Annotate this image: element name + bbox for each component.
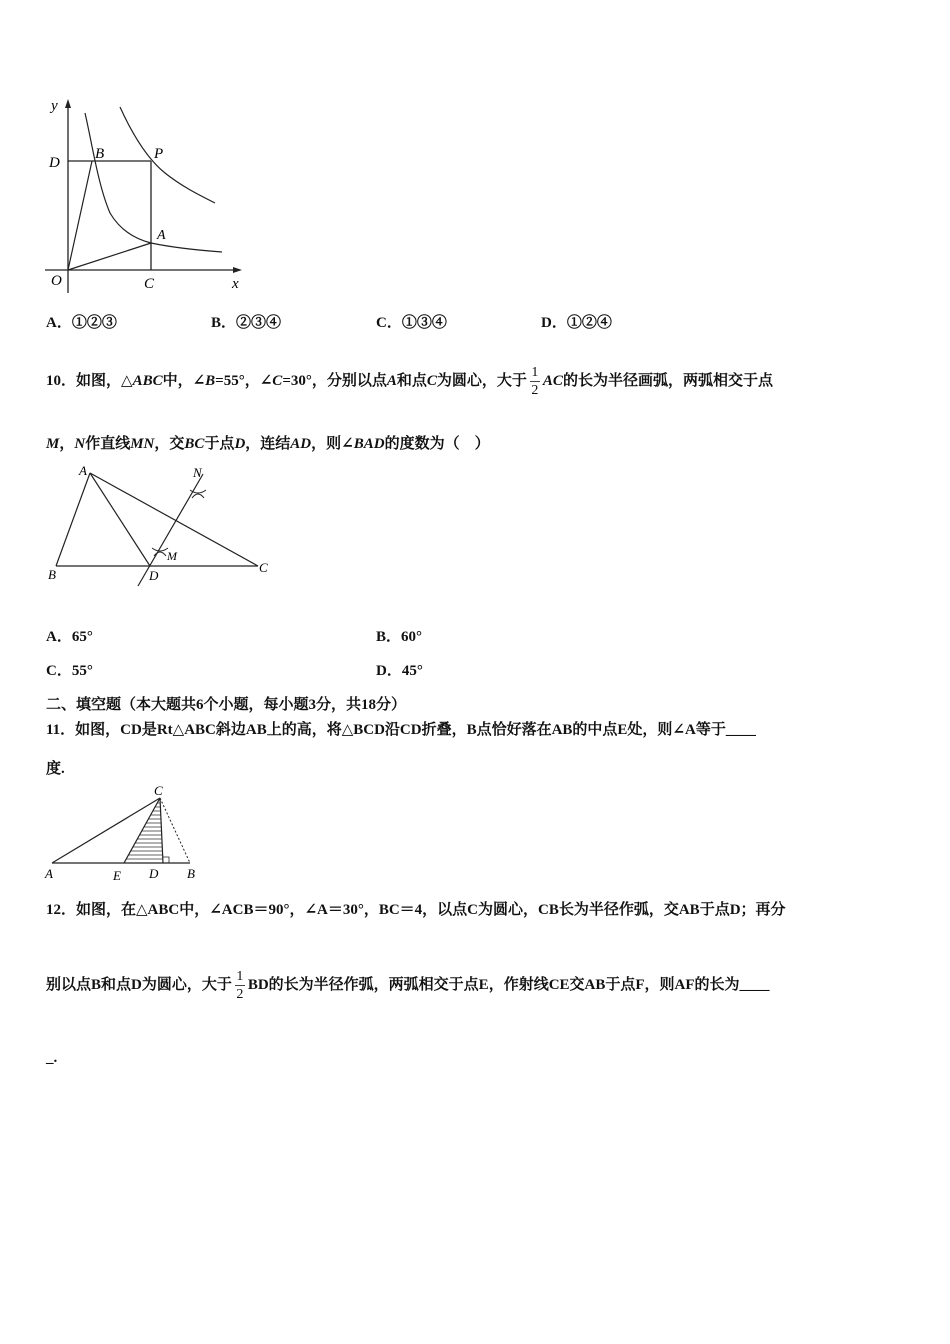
q11-line1: 11．如图，CD是Rt△ABC斜边AB上的高，将△BCD沿CD折叠，B点恰好落在AB的中点E处，则∠A等于____ [46, 722, 756, 738]
segment-cb-dashed [160, 798, 190, 863]
option-letter: C． [376, 315, 402, 331]
q9-option-b[interactable] [211, 311, 281, 332]
option-text: ②③④ [236, 315, 282, 331]
section-title: 二、填空题（本大题共6个小题，每小题3分，共18分） [46, 697, 407, 713]
label-n: N [193, 465, 202, 480]
label-c: C [154, 783, 163, 798]
segment-ac [52, 798, 160, 863]
label-d: D [149, 866, 159, 881]
option-letter: D． [541, 315, 567, 331]
x-axis-arrow [233, 267, 242, 273]
label-m: M [167, 549, 177, 563]
q10-option-d[interactable]: D．45° [376, 663, 423, 679]
hyperbola-inner [85, 113, 222, 252]
option-text: ①③④ [401, 315, 447, 331]
q10-figure [40, 462, 280, 590]
segment-ad [90, 473, 150, 566]
label-a: A [45, 866, 53, 881]
label-x: x [232, 276, 239, 292]
q9-figure [40, 95, 255, 300]
label-b: B [48, 567, 56, 582]
label-c: C [144, 276, 155, 292]
q10-line1: 10．如图，△ABC中，∠B=55°，∠C=30°，分别以点A和点C为圆心，大于 $\frac{1}{2}$ AC的长为半径画弧，两弧相交于点 [46, 365, 773, 399]
q12-line1: 12．如图，在△ABC中，∠ACB＝90°，∠A＝30°，BC＝4，以点C为圆心，CB长为半径作弧，交AB于点D；再分 [46, 902, 786, 918]
segment-cd [160, 798, 163, 863]
label-c: C [259, 560, 268, 575]
label-d: D [149, 568, 159, 583]
fraction-one-half: $\frac{1}{2}$ [531, 365, 539, 399]
q11-line2: 度. [46, 761, 65, 777]
label-a: A [157, 228, 166, 243]
label-p: P [154, 146, 164, 162]
fraction-one-half: $\frac{1}{2}$ [236, 969, 244, 1003]
segment-ce [124, 798, 160, 863]
option-text: ①②④ [566, 315, 612, 331]
label-y: y [51, 98, 58, 114]
label-b: B [95, 146, 105, 162]
label-b: B [187, 866, 195, 881]
label-d: D [49, 155, 60, 171]
q9-option-a[interactable] [46, 311, 117, 332]
right-angle-mark [163, 857, 169, 863]
y-axis-arrow [65, 99, 71, 108]
option-text: ①②③ [71, 315, 117, 331]
q9-option-d[interactable] [541, 311, 612, 332]
option-letter: B． [211, 315, 237, 331]
line-o-a [68, 243, 151, 270]
q10-option-b[interactable]: B．60° [376, 629, 423, 645]
q10-line2: M，N作直线MN，交BC于点D，连结AD，则∠BAD的度数为（ ） [46, 436, 490, 452]
hyperbola-outer [120, 107, 215, 203]
option-letter: A． [46, 315, 72, 331]
segment-ab [56, 473, 90, 566]
q11-figure [40, 783, 210, 883]
q10-option-a[interactable]: A．65° [46, 629, 93, 645]
arc-n2 [192, 494, 204, 498]
q9-option-c[interactable] [376, 311, 447, 332]
q10-option-c[interactable]: C．55° [46, 663, 93, 679]
label-a: A [79, 463, 87, 478]
label-e: E [113, 868, 121, 883]
line-o-b [68, 161, 92, 270]
label-o: O [51, 273, 62, 289]
q12-line2: 别以点B和点D为圆心，大于 $\frac{1}{2}$ BD的长为半径作弧，两弧相交于点E，作射线CE交AB于点F，则AF的长为____ [46, 969, 770, 1003]
q12-line3: _. [46, 1050, 58, 1066]
